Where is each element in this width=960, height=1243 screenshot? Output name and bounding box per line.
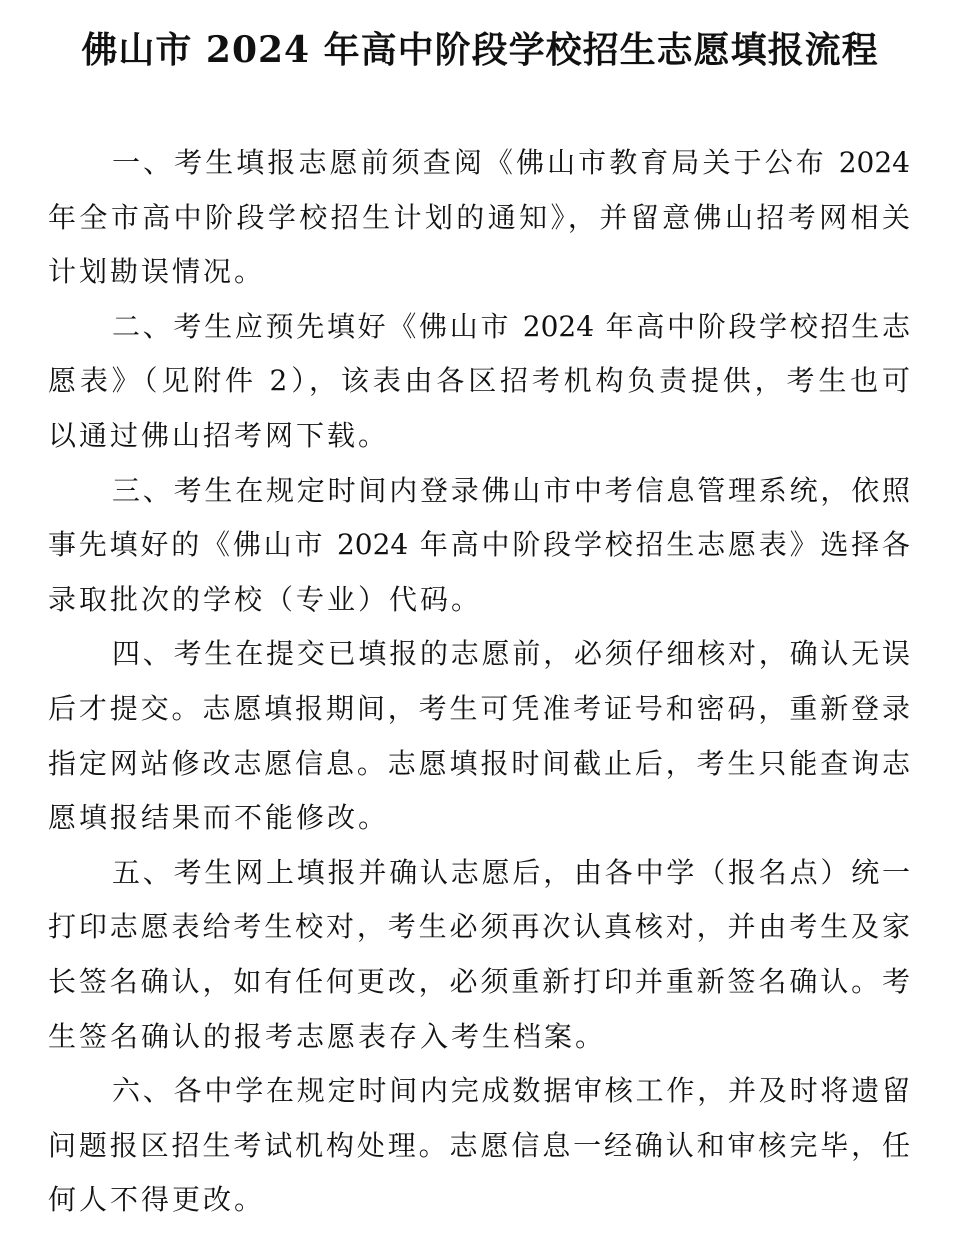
paragraph-line: 何人不得更改。: [48, 1183, 266, 1217]
paragraph-line: 以通过佛山招考网下载。: [48, 418, 390, 452]
paragraph-line: 录取批次的学校（专业）代码。: [48, 582, 483, 616]
paragraph-line: 三、考生在规定时间内登录佛山市中考信息管理系统，依照: [112, 473, 910, 507]
paragraph-line: 六、各中学在规定时间内完成数据审核工作，并及时将遗留: [112, 1074, 910, 1108]
paragraph-line: 二、考生应预先填好《佛山市 2024 年高中阶段学校招生志: [112, 309, 910, 343]
paragraph-line: 长签名确认，如有任何更改，必须重新打印并重新签名确认。考: [48, 964, 910, 998]
paragraph-line: 事先填好的《佛山市 2024 年高中阶段学校招生志愿表》选择各: [48, 528, 910, 562]
paragraph-line: 四、考生在提交已填报的志愿前，必须仔细核对，确认无误: [112, 637, 910, 671]
paragraph-line: 指定网站修改志愿信息。志愿填报时间截止后，考生只能查询志: [48, 746, 910, 780]
paragraph-line: 后才提交。志愿填报期间，考生可凭准考证号和密码，重新登录: [48, 691, 910, 725]
paragraph-line: 问题报区招生考试机构处理。志愿信息一经确认和审核完毕，任: [48, 1128, 910, 1162]
paragraph-line: 愿表》（见附件 2），该表由各区招考机构负责提供，考生也可: [48, 364, 910, 398]
paragraph-line: 愿填报结果而不能修改。: [48, 801, 390, 835]
document-title: 佛山市 2024 年高中阶段学校招生志愿填报流程: [81, 29, 879, 71]
document-body: [48, 136, 910, 1228]
paragraph: [48, 1064, 910, 1228]
paragraph-line: 年全市高中阶段学校招生计划的通知》，并留意佛山招考网相关: [48, 200, 910, 234]
paragraph-line: 计划勘误情况。: [48, 255, 266, 289]
paragraph: [48, 136, 910, 300]
paragraph: [48, 627, 910, 845]
paragraph: [48, 846, 910, 1064]
paragraph: [48, 300, 910, 464]
paragraph-line: 生签名确认的报考志愿表存入考生档案。: [48, 1019, 607, 1053]
paragraph: [48, 464, 910, 628]
paragraph-line: 五、考生网上填报并确认志愿后，由各中学（报名点）统一: [112, 855, 910, 889]
paragraph-line: 打印志愿表给考生校对，考生必须再次认真核对，并由考生及家: [48, 910, 910, 944]
paragraph-line: 一、考生填报志愿前须查阅《佛山市教育局关于公布 2024: [112, 146, 910, 179]
